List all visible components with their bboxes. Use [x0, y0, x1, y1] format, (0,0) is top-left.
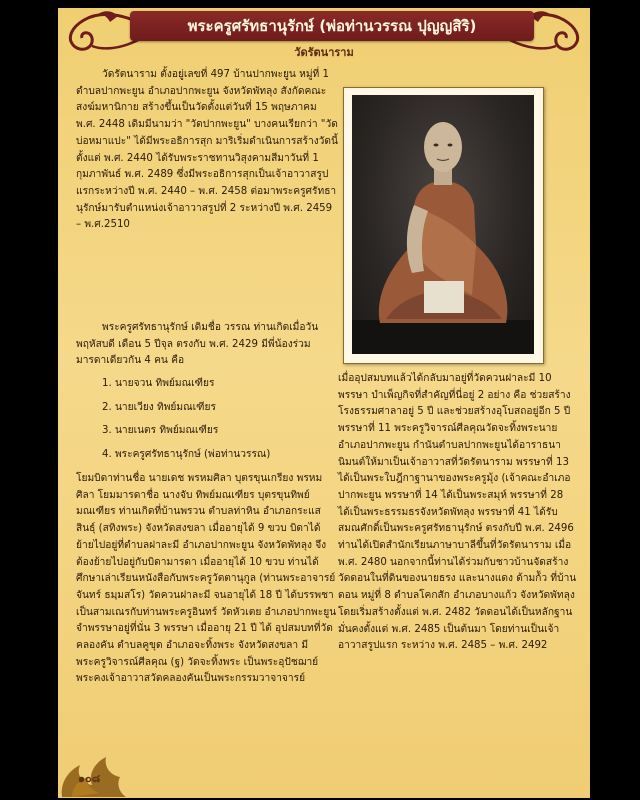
page-number: ๑๐๘ [78, 772, 101, 785]
document-page [58, 8, 590, 798]
temple-subtitle: วัดรัตนาราม [294, 46, 354, 59]
birth-text: พระครูศรัทธานุรักษ์ เดิมชื่อ วรรณ ท่านเกิดเมื่อวันพฤหัสบดี เดือน 5 ปีจุล ตรงกับ พ.ศ. 2429 มีพี่น้องร่วมมารดาเดียวกัน 4 คน คือ [76, 322, 319, 367]
ordination-paragraph [338, 371, 578, 655]
list-item: 4. พระครูศรัทธานุรักษ์ (พ่อท่านวรรณ) [102, 449, 271, 461]
portrait-frame [343, 87, 544, 364]
birth-paragraph [76, 320, 338, 370]
list-item: 2. นายเวียง ทิพย์มณเฑียร [102, 401, 216, 413]
intro-text: วัดรัตนาราม ตั้งอยู่เลขที่ 497 บ้านปากพะยูน หมู่ที่ 1 ตำบลปากพะยูน อำเภอปากพะยูน จังหวัดพัทลุง สังกัดคณะสงฆ์มหานิกาย สร้างขึ้นเป็นวัดตั้งแต่วันที่ 15 พฤษภาคม พ.ศ. 2448 เดิมมีนามว่า "วัดปากพะยูน" บางคนเรียกว่า "วัดบ่อหมาแปะ" ได้มีพระอธิการสุก มาริเริ่มดำเนินการสร้างวัดนี้ตั้งแต่ พ.ศ. 2440 ได้รับพระราชทานวิสุงคามสีมาวันที่ 1 กุมภาพันธ์ พ.ศ. 2489 ซึ่งมีพระอธิการสุกเป็นเจ้าอาวาสรูปแรกระหว่างปี พ.ศ. 2440 – พ.ศ. 2458 ต่อมาพระครูศรัทธานุรักษ์มารับตำแหน่งเจ้าอาวาสรูปที่ 2 ระหว่างปี พ.ศ. 2459 – พ.ศ.2510 [76, 69, 338, 231]
monk-portrait-photo [352, 95, 534, 354]
siblings-list [102, 376, 338, 464]
parents-paragraph [76, 471, 338, 688]
ordination-text: เมื่ออุปสมบทแล้วได้กลับมาอยู่ที่วัดควนฝาละมี 10 พรรษา บำเพ็ญกิจที่สำคัญที่นี่อยู่ 2 อย่าง คือ ช่วยสร้างโรงธรรมศาลาอยู่ 5 ปี และช่วยสร้างอุโบสถอยู่อีก 5 ปี พรรษาที่ 11 พระครูวิจารณ์ศีลคุณวัดจะทิ้งพระนายอำเภอปากพะยูน กำนันตำบลปากพะยูนได้อาราธนานิมนต์ให้มาเป็นเจ้าอาวาสที่วัดรัตนาราม พรรษาที่ 13 ได้เป็นพระใบฎีกาฐานาของพระครูมุ้ง (เจ้าคณะอำเภอปากพะยูน พรรษาที่ 14 ได้เป็นพระสมุห์ พรรษาที่ 28 ได้เป็นพระธรรมธรจังหวัดพัทลุง พรรษาที่ 41 ได้รับสมณศักดิ์เป็นพระครูศรัทธานุรักษ์ ตรงกับปี พ.ศ. 2496 ท่านได้เปิดสำนักเรียนภาษาบาลีขึ้นที่วัดรัตนาราม เมื่อ พ.ศ. 2480 นอกจากนี้ท่านได้ร่วมกับชาวบ้านจัดสร้างวัดดอนในที่ดินของนายธรง และนางแดง ด้ามก้ัว ที่บ้านดอน หมู่ที่ 8 ตำบลโคกสัก อำเภอบางแก้ว จังหวัดพัทลุง โดยเริ่มสร้างตั้งแต่ พ.ศ. 2482 วัดดอนได้เป็นหลักฐานมั่นคงตั้งแต่ พ.ศ. 2485 เป็นต้นมา โดยท่านเป็นเจ้าอาวาสรูปแรก ระหว่าง พ.ศ. 2485 – พ.ศ. 2492 [338, 373, 577, 652]
intro-paragraph [76, 67, 338, 234]
parents-text: โยมบิดาท่านชื่อ นายเดช พรหมศิลา บุตรขุนเกรียง พรหมศิลา โยมมารดาชื่อ นางจับ ทิพย์มณเฑียร บุตรขุนทิพย์มณเฑียร ท่านเกิดที่บ้านพรวน ตำบลท่าหิน อำเภอกระแสสินธุ์ (สทิงพระ) จังหวัดสงขลา เมื่ออายุได้ 9 ขวบ บิดาได้ย้ายไปอยู่ที่ตำบลฝาละมี อำเภอปากพะยูน จังหวัดพัทลุง จึงต้องย้ายไปอยู่กับบิดามารดา เมื่ออายุได้ 10 ขวบ ท่านได้ศึกษาเล่าเรียนหนังสือกับพระครูวัตตานุกูล (ท่านพระอาจารย์จันทร์ ธมฺมสโร) วัดควนฝาละมี จนอายุได้ 18 ปี ได้บรรพชาเป็นสามเณรกับท่านพระครูอินทร์ วัดหัวเตย อำเภอปากพะยูนจำพรรษาอยู่ที่นั่น 3 พรรษา เมื่ออายุ 21 ปี ได้ อุปสมบทที่วัดคลองคัน ตำบลคูขุด อำเภอจะทิ้งพระ จังหวัดสงขลา มีพระครูวิจารณ์ศีลคุณ (ฐ) วัดจะทิ้งพระ เป็นพระอุปัชฌาย์ พระคงเจ้าอาวาสวัดคลองคันเป็นพระกรรมวาจาจารย์ [76, 473, 337, 685]
list-item: 3. นายเนตร ทิพย์มณเฑียร [102, 425, 219, 437]
page-title: พระครูศรัทธานุรักษ์ (พ่อท่านวรรณ ปุญญสิริ) [130, 11, 534, 41]
list-item: 1. นายจวน ทิพย์มณเฑียร [102, 378, 215, 389]
monk-figure-icon [352, 95, 534, 354]
